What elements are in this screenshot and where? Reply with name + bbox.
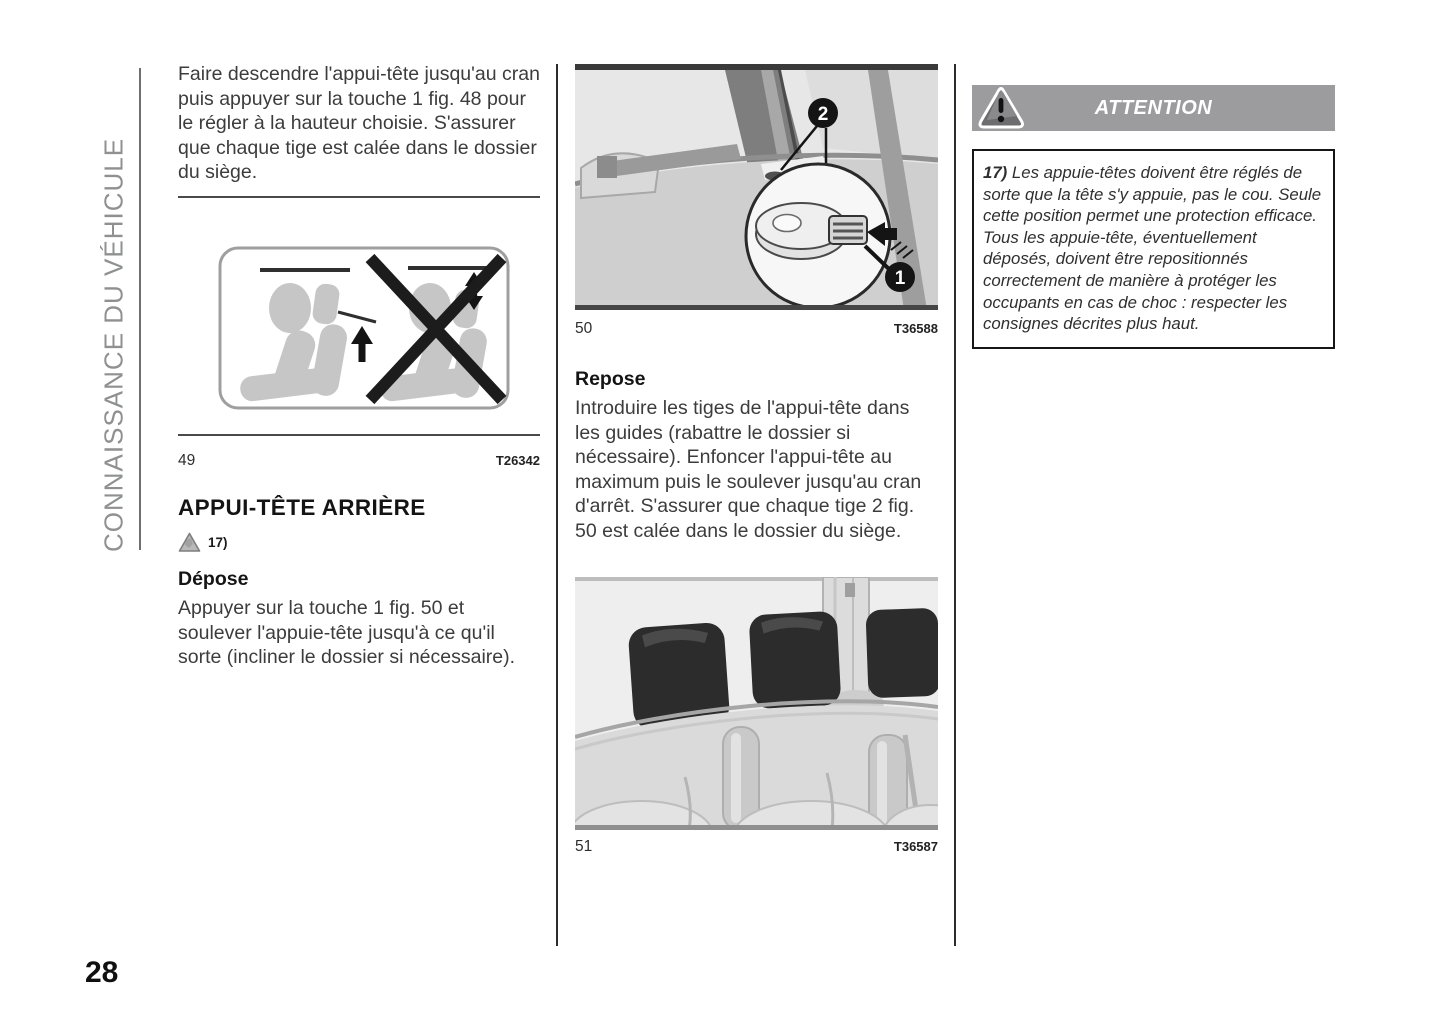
attention-title: ATTENTION xyxy=(1094,96,1213,119)
figure-49-headrest-pictogram xyxy=(218,246,510,410)
sidebar-divider xyxy=(139,68,141,550)
horizontal-rule xyxy=(178,434,540,436)
figure-51-caption xyxy=(575,838,938,856)
attention-banner xyxy=(972,85,1335,131)
page-number: 28 xyxy=(85,956,119,989)
figure-code: T26342 xyxy=(495,453,540,468)
warning-body-text: Les appuie-têtes doivent être réglés de sorte que la tête s'y appuie, pas le cou. Seule cette position permet une protection efficace. Tous les appuie-tête, éventuellement déposés, doivent être repositionnés correctement de manière à protéger les occupants en cas de choc : respecter les consignes décrites plus haut. xyxy=(983,163,1322,334)
figure-number: 49 xyxy=(178,452,196,469)
section-heading: APPUI-TÊTE ARRIÈRE xyxy=(178,495,426,520)
horizontal-rule xyxy=(178,196,540,198)
depose-subheading: Dépose xyxy=(178,568,249,590)
note-number: 17) xyxy=(208,535,228,550)
svg-text:2: 2 xyxy=(817,104,829,125)
warning-paragraph xyxy=(983,162,1324,335)
column-divider-right xyxy=(954,64,956,946)
depose-paragraph: Appuyer sur la touche 1 fig. 50 et soulever l'appuie-tête jusqu'à ce qu'il sorte (incliner le dossier si nécessaire). xyxy=(178,597,516,668)
figure-number: 50 xyxy=(575,320,593,337)
figure-50-release-button-illustration xyxy=(575,64,938,310)
repose-subheading: Repose xyxy=(575,368,646,390)
intro-paragraph: Faire descendre l'appui-tête jusqu'au cran puis appuyer sur la touche 1 fig. 48 pour le régler à la hauteur choisie. S'assurer que chaque tige est calée dans le dossier du siège. xyxy=(178,63,540,183)
repose-paragraph: Introduire les tiges de l'appui-tête dans les guides (rabattre le dossier si nécessaire). Enfoncer l'appui-tête au maximum puis le soulever jusqu'au cran d'arrêt. S'assurer que chaque tige 2 fig. 50 est calée dans le dossier du siège. xyxy=(575,397,922,542)
small-warning-triangle-icon xyxy=(178,532,201,553)
sidebar-chapter-label: CONNAISSANCE DU VÉHICULE xyxy=(98,137,129,552)
figure-51-rear-bench-illustration xyxy=(575,577,938,830)
warning-note-reference xyxy=(178,532,228,553)
warning-text-box xyxy=(972,149,1335,349)
figure-code: T36588 xyxy=(893,321,938,336)
figure-50-caption xyxy=(575,320,938,338)
warning-note-number: 17) xyxy=(983,163,1008,182)
figure-49-caption xyxy=(178,452,540,470)
release-button xyxy=(829,216,867,244)
column-divider-left xyxy=(556,64,558,946)
figure-number: 51 xyxy=(575,838,593,855)
svg-text:1: 1 xyxy=(894,268,906,289)
figure-code: T36587 xyxy=(893,839,938,854)
